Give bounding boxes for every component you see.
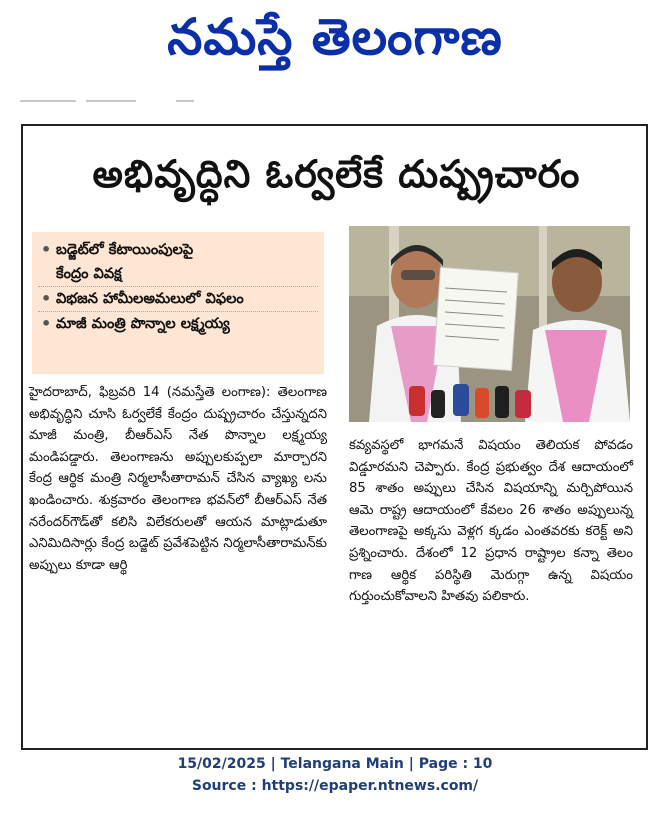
bullet-icon: • <box>41 289 52 308</box>
highlight-item: • మాజీ మంత్రి పొన్నాల లక్ష్మయ్య <box>38 312 318 336</box>
masthead-title: నమస్తే తెలంగాణ <box>167 8 503 66</box>
highlight-item: కేంద్రం వివక్ష <box>38 262 318 287</box>
highlights-box <box>32 232 324 374</box>
bullet-icon: • <box>41 240 52 259</box>
press-conference-photo <box>349 226 630 422</box>
edition-info: 15/02/2025 | Telangana Main | Page : 10 <box>177 756 493 772</box>
source-link[interactable]: Source : https://epaper.ntnews.com/ <box>191 778 479 794</box>
article-headline: అభివృద్ధిని ఓర్వలేకే దుష్ప్రచారం <box>92 152 581 196</box>
masthead-divider <box>20 100 76 102</box>
bullet-icon: • <box>41 314 52 333</box>
highlight-item: • బడ్జెట్‌లో కేటాయింపులపై <box>38 238 318 262</box>
article-body-column-1: హైదరాబాద్, ఫిబ్రవరి 14 (నమస్తేతె లంగాణ): తెలంగాణ అభివృద్ధిని చూసి ఓర్వలేకే కేంద్రం దుష్ప్రచారం చేస్తున్నదని మాజీ మంత్రి, బీఆర్‌ఎస్ నేత పొన్నాల లక్ష్మయ్య మండిపడ్డారు. తెలంగాణను అప్పులకుప్పలా మార్చారని కేంద్ర ఆర్థిక మంత్రి నిర్మలాసీతారామన్ చేసిన వ్యాఖ్య లను ఖండించారు. శుక్రవారం తెలంగాణ భవన్‌లో బీఆర్‌ఎస్ నేత నరేందర్‌గౌడ్‌తో కలిసి విలేకరులతో ఆయన మాట్లాడుతూ ఎనిమిదిసార్లు కేంద్ర బడ్జెట్ ప్రవేశపెట్టిన నిర్మలాసీతారామన్‌కు అప్పులు కూడా ఆర్థి <box>29 385 327 573</box>
news-article <box>21 124 648 750</box>
article-body-column-2: కవ్యవస్థలో భాగమనే విషయం తెలియక పోవడం విడ్డూరమని చెప్పారు. కేంద్ర ప్రభుత్వం దేశ ఆదాయంలో 85 శాతం అప్పులు చేసిన విషయాన్ని మర్చిపోయిన ఆమె రాష్ట్ర ఆదాయంలో కేవలం 26 శాతం అప్పులున్న తెలంగాణపై అక్కసు వెళ్లగ క్కడం ఎంతవరకు కరెక్ట్ అని ప్రశ్నించారు. దేశంలో 12 ప్రధాన రాష్ట్రాల కన్నా తెలం గాణ ఆర్థిక పరిస్థితి మెరుగ్గా ఉన్న విషయం గుర్తుంచుకోవాలని హితవు పలికారు. <box>349 438 633 605</box>
masthead-divider <box>176 100 194 102</box>
masthead <box>0 0 670 80</box>
masthead-divider <box>86 100 136 102</box>
highlight-item: • విభజన హామీలఅమలులో విఫలం <box>38 287 318 312</box>
